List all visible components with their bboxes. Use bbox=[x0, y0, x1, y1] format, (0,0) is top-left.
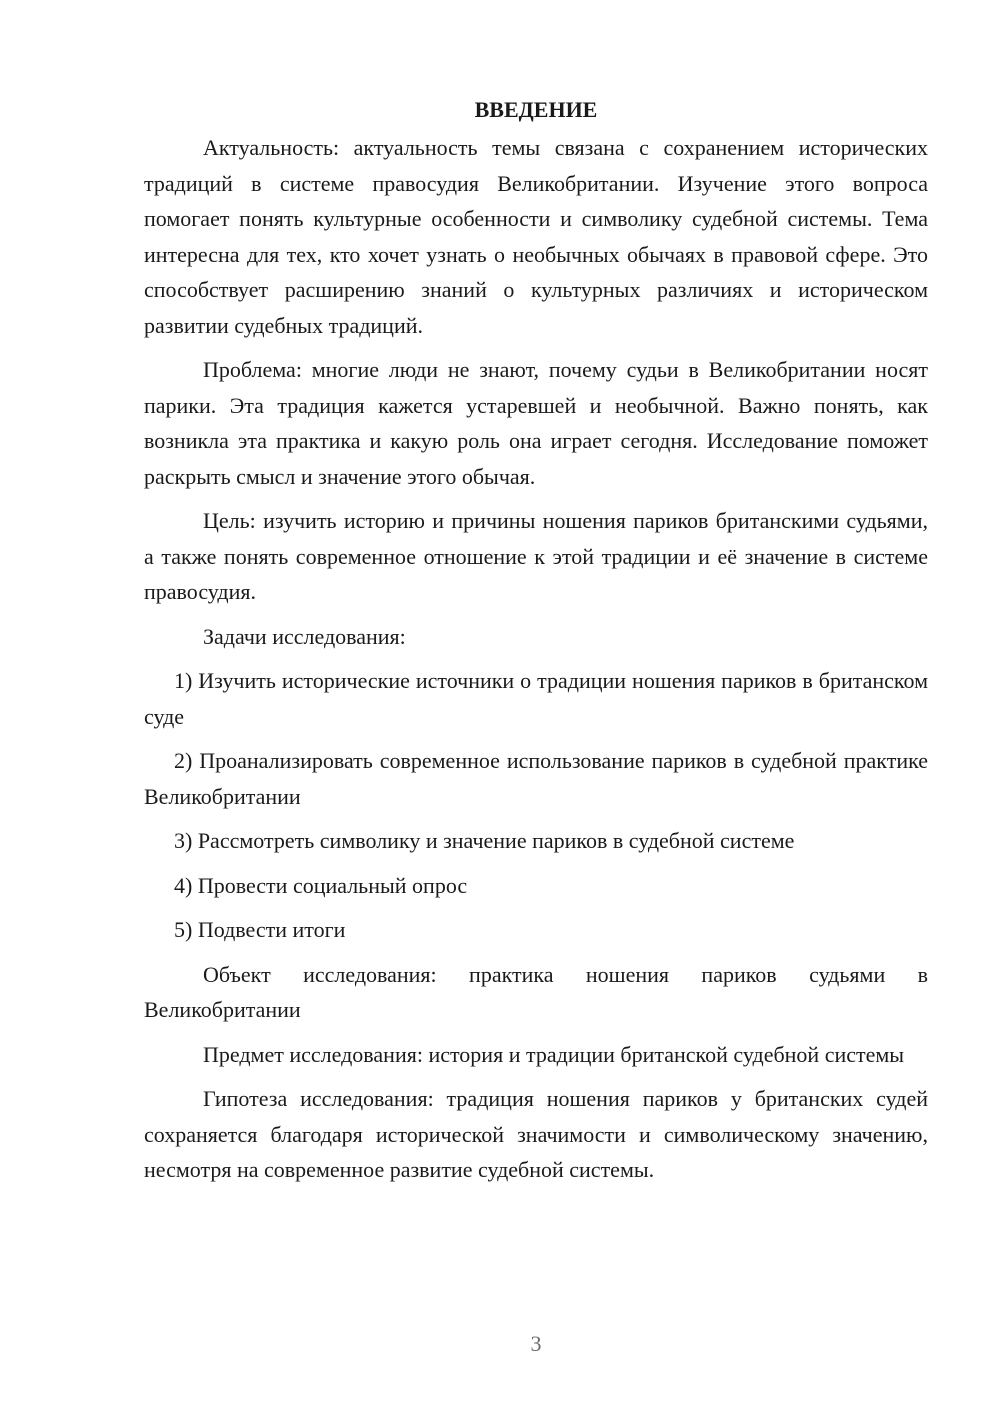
paragraph-problem: Проблема: многие люди не знают, почему судьи в Великобритании носят парики. Эта традиция кажется устаревшей и необычной. Важно понять, как возникла эта практика и какую роль она играет сегодня. Исследование поможет раскрыть смысл и значение этого обычая. bbox=[144, 357, 928, 489]
paragraph-tasks-intro: Задачи исследования: bbox=[203, 623, 406, 649]
paragraph-object: Объект исследования: практика ношения париков судьями в Великобритании bbox=[144, 961, 928, 1022]
task-item-1: 1) Изучить исторические источники о традиции ношения париков в британском суде bbox=[144, 668, 928, 729]
paragraph-goal: Цель: изучить историю и причины ношения париков британскими судьями, а также понять современное отношение к этой традиции и её значение в системе правосудия. bbox=[144, 508, 928, 604]
page-number: 3 bbox=[530, 1331, 542, 1356]
task-item-3: 3) Рассмотреть символику и значение париков в судебной системе bbox=[174, 828, 795, 853]
document-page bbox=[144, 92, 928, 1197]
paragraph-relevance: Актуальность: актуальность темы связана с сохранением исторических традиций в системе правосудия Великобритании. Изучение этого вопроса помогает понять культурные особенности и символику судебной системы. Тема интересна для тех, кто хочет узнать о необычных обычаях в правовой сфере. Это способствует расширению знаний о культурных различиях и историческом развитии судебных традиций. bbox=[144, 135, 928, 338]
task-item-2: 2) Проанализировать современное использование париков в судебной практике Великобритании bbox=[144, 748, 928, 809]
task-item-4: 4) Провести социальный опрос bbox=[174, 872, 468, 898]
section-heading: ВВЕДЕНИЕ bbox=[474, 97, 598, 122]
paragraph-subject: Предмет исследования: история и традиции британской судебной системы bbox=[203, 1041, 905, 1067]
task-item-5: 5) Подвести итоги bbox=[174, 917, 346, 942]
paragraph-hypothesis: Гипотеза исследования: традиция ношения париков у британских судей сохраняется благодаря исторической значимости и символическому значению, несмотря на современное развитие судебной системы. bbox=[144, 1086, 928, 1182]
